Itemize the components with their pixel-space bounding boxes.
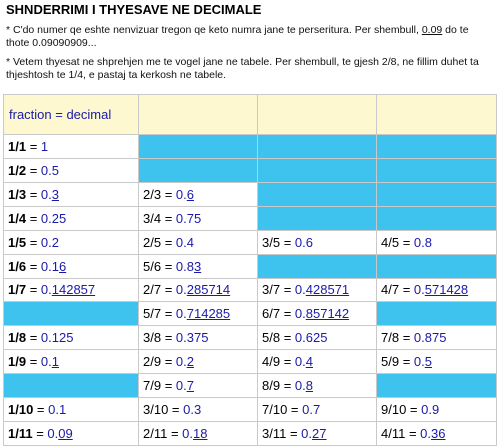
- decimal-value: 0.9: [421, 402, 440, 418]
- fraction-label: 3/10: [143, 402, 169, 418]
- decimal-value: 0.3: [183, 402, 202, 418]
- fraction-cell: [139, 302, 258, 326]
- fraction-decimal-table: [3, 94, 497, 446]
- fraction-label: 2/9: [143, 354, 162, 370]
- table-row: [4, 207, 497, 231]
- decimal-value: 0.285714: [175, 282, 231, 298]
- fraction-cell: [139, 350, 258, 374]
- fraction-cell: [377, 422, 497, 446]
- fraction-label: 5/8: [262, 330, 281, 346]
- equals-sign: =: [287, 402, 303, 418]
- decimal-value: 0.2: [40, 234, 59, 250]
- fraction-cell: [258, 279, 377, 303]
- decimal-value: 0.375: [175, 330, 209, 346]
- fraction-cell: [139, 207, 258, 231]
- equals-sign: =: [161, 354, 176, 370]
- fraction-label: 7/10: [262, 402, 288, 418]
- decimal-value: 0.857142: [294, 306, 350, 322]
- decimal-value: 1: [40, 138, 49, 154]
- fraction-cell: [4, 279, 139, 303]
- fraction-cell: [258, 326, 377, 350]
- equals-sign: =: [161, 330, 176, 346]
- table-row: [4, 231, 497, 255]
- equals-sign: =: [280, 282, 295, 298]
- equals-sign: =: [26, 138, 41, 154]
- equals-sign: =: [399, 330, 414, 346]
- decimal-value: 0.571428: [413, 282, 469, 298]
- fraction-label: 2/11: [143, 426, 168, 442]
- repeating-digits: 857142: [305, 306, 350, 322]
- fraction-cell: [4, 159, 139, 183]
- equals-sign: =: [26, 210, 41, 226]
- fraction-label: 1/7: [8, 282, 27, 298]
- repeating-digits: 285714: [186, 282, 231, 298]
- repeating-digits: 3: [51, 186, 59, 202]
- empty-cell: [4, 374, 139, 398]
- decimal-value: 0.83: [175, 258, 202, 274]
- fraction-cell: [139, 279, 258, 303]
- decimal-value: 0.25: [40, 210, 67, 226]
- decimal-value: 0.5: [40, 162, 59, 178]
- fraction-label: 1/1: [8, 138, 27, 154]
- fraction-cell: [4, 207, 139, 231]
- decimal-value: 0.6: [175, 186, 194, 202]
- fraction-label: 6/7: [262, 306, 281, 322]
- fraction-label: 4/5: [381, 234, 400, 250]
- fraction-label: 4/11: [381, 426, 406, 442]
- fraction-cell: [4, 422, 139, 446]
- fraction-label: 5/7: [143, 306, 162, 322]
- empty-cell: [258, 159, 377, 183]
- fraction-label: 4/7: [381, 282, 400, 298]
- repeating-digits: 18: [193, 426, 208, 442]
- table-row: [4, 302, 497, 326]
- fraction-label: 9/10: [381, 402, 407, 418]
- equals-sign: =: [167, 426, 183, 442]
- fraction-label: 3/8: [143, 330, 162, 346]
- fraction-label: 1/5: [8, 234, 27, 250]
- decimal-value: 0.428571: [294, 282, 350, 298]
- fraction-cell: [258, 302, 377, 326]
- fraction-cell: [4, 350, 139, 374]
- fraction-label: 1/8: [8, 330, 27, 346]
- fraction-cell: [377, 326, 497, 350]
- fraction-label: 4/9: [262, 354, 281, 370]
- decimal-value: 0.1: [48, 402, 67, 418]
- repeating-digits: 4: [305, 354, 313, 370]
- note-repeating-text: * C'do numer qe eshte nenvizuar tregon qe keto numra jane te perseritura. Per shembull,: [6, 24, 422, 36]
- fraction-label: 1/9: [8, 354, 27, 370]
- equals-sign: =: [33, 402, 49, 418]
- table-row: [4, 279, 497, 303]
- equals-sign: =: [286, 426, 302, 442]
- decimal-value: 0.8: [413, 234, 432, 250]
- table-row: [4, 135, 497, 159]
- decimal-value: 0.1: [40, 354, 59, 370]
- fraction-cell: [139, 183, 258, 207]
- equals-sign: =: [26, 258, 41, 274]
- table-row: [4, 374, 497, 398]
- empty-cell: [377, 159, 497, 183]
- decimal-value: 0.7: [175, 378, 194, 394]
- fraction-label: 1/4: [8, 210, 27, 226]
- fraction-cell: [4, 255, 139, 279]
- equals-sign: =: [161, 258, 176, 274]
- repeating-digits: 142857: [51, 282, 96, 298]
- empty-cell: [258, 207, 377, 231]
- equals-sign: =: [399, 354, 414, 370]
- header-cell-empty: [258, 95, 377, 135]
- fraction-label: 2/5: [143, 234, 162, 250]
- empty-cell: [377, 135, 497, 159]
- empty-cell: [258, 255, 377, 279]
- equals-sign: =: [280, 378, 295, 394]
- fraction-label: 8/9: [262, 378, 281, 394]
- decimal-value: 0.714285: [175, 306, 231, 322]
- repeating-digits: 428571: [305, 282, 350, 298]
- equals-sign: =: [26, 330, 41, 346]
- repeating-digits: 2: [186, 354, 194, 370]
- equals-sign: =: [26, 162, 41, 178]
- repeating-digits: 6: [186, 186, 194, 202]
- empty-cell: [258, 183, 377, 207]
- decimal-value: 0.7: [302, 402, 321, 418]
- fraction-cell: [258, 422, 377, 446]
- empty-cell: [4, 302, 139, 326]
- equals-sign: =: [32, 426, 48, 442]
- repeating-digits: 8: [305, 378, 313, 394]
- decimal-value: 0.36: [420, 426, 446, 442]
- equals-sign: =: [161, 378, 176, 394]
- fraction-cell: [139, 231, 258, 255]
- note-repeating: [6, 24, 492, 50]
- equals-sign: =: [168, 402, 184, 418]
- table-row: [4, 326, 497, 350]
- fraction-label: 5/9: [381, 354, 400, 370]
- repeating-digits: 571428: [424, 282, 469, 298]
- empty-cell: [139, 159, 258, 183]
- equals-sign: =: [26, 186, 41, 202]
- table-row: [4, 398, 497, 422]
- repeating-digits: 36: [431, 426, 446, 442]
- fraction-label: 7/8: [381, 330, 400, 346]
- table-row: [4, 350, 497, 374]
- equals-sign: =: [405, 426, 421, 442]
- fraction-cell: [4, 231, 139, 255]
- equals-sign: =: [280, 306, 295, 322]
- equals-sign: =: [406, 402, 422, 418]
- fraction-cell: [139, 326, 258, 350]
- fraction-cell: [139, 398, 258, 422]
- fraction-cell: [377, 231, 497, 255]
- decimal-value: 0.8: [294, 378, 313, 394]
- fraction-cell: [4, 183, 139, 207]
- empty-cell: [377, 255, 497, 279]
- fraction-label: 1/2: [8, 162, 27, 178]
- equals-sign: =: [26, 234, 41, 250]
- decimal-value: 0.2: [175, 354, 194, 370]
- header-cell-empty: [377, 95, 497, 135]
- equals-sign: =: [161, 186, 176, 202]
- fraction-cell: [258, 374, 377, 398]
- repeating-digits: 1: [51, 354, 59, 370]
- equals-sign: =: [280, 354, 295, 370]
- fraction-cell: [4, 398, 139, 422]
- decimal-value: 0.3: [40, 186, 59, 202]
- repeating-digits: 09: [58, 426, 73, 442]
- header-cell-empty: [139, 95, 258, 135]
- fraction-label: 1/6: [8, 258, 27, 274]
- note-repeating-tail: do te thote 0.09090909...: [6, 24, 469, 49]
- empty-cell: [139, 135, 258, 159]
- repeating-digits: 27: [312, 426, 327, 442]
- header-label: fraction = decimal: [4, 95, 139, 135]
- empty-cell: [377, 302, 497, 326]
- decimal-value: 0.6: [294, 234, 313, 250]
- decimal-value: 0.625: [294, 330, 328, 346]
- fraction-label: 5/6: [143, 258, 162, 274]
- decimal-value: 0.875: [413, 330, 447, 346]
- decimal-value: 0.18: [182, 426, 208, 442]
- table-row: [4, 159, 497, 183]
- decimal-value: 0.4: [175, 234, 194, 250]
- table-row: [4, 183, 497, 207]
- fraction-label: 3/5: [262, 234, 281, 250]
- decimal-value: 0.75: [175, 210, 202, 226]
- fraction-cell: [258, 231, 377, 255]
- decimal-value: 0.5: [413, 354, 432, 370]
- fraction-label: 1/10: [8, 402, 34, 418]
- repeating-digits: 5: [424, 354, 432, 370]
- fraction-label: 2/3: [143, 186, 162, 202]
- equals-sign: =: [161, 282, 176, 298]
- fraction-cell: [377, 350, 497, 374]
- decimal-value: 0.125: [40, 330, 74, 346]
- table-row: [4, 422, 497, 446]
- decimal-value: 0.09: [47, 426, 73, 442]
- empty-cell: [258, 135, 377, 159]
- decimal-value: 0.27: [301, 426, 327, 442]
- note-repeating-example: 0.09: [421, 24, 443, 36]
- equals-sign: =: [280, 330, 295, 346]
- header-row: [4, 95, 497, 135]
- page-title: SHNDERRIMI I THYESAVE NE DECIMALE: [6, 2, 262, 17]
- equals-sign: =: [280, 234, 295, 250]
- repeating-digits: 7: [186, 378, 194, 394]
- note-simplest-form: * Vetem thyesat ne shprehjen me te vogel jane ne tabele. Per shembull, te gjesh 2/8, ne fillim duhet ta thjeshtosh te 1/4, e pastaj ta kerkosh ne tabele.: [6, 56, 479, 81]
- repeating-digits: 714285: [186, 306, 231, 322]
- fraction-cell: [139, 255, 258, 279]
- fraction-label: 1/3: [8, 186, 27, 202]
- equals-sign: =: [399, 282, 414, 298]
- fraction-label: 3/11: [262, 426, 287, 442]
- equals-sign: =: [26, 282, 41, 298]
- decimal-value: 0.142857: [40, 282, 96, 298]
- equals-sign: =: [161, 234, 176, 250]
- equals-sign: =: [399, 234, 414, 250]
- equals-sign: =: [161, 210, 176, 226]
- fraction-cell: [377, 279, 497, 303]
- empty-cell: [377, 374, 497, 398]
- fraction-label: 7/9: [143, 378, 162, 394]
- fraction-label: 2/7: [143, 282, 162, 298]
- decimal-value: 0.16: [40, 258, 67, 274]
- fraction-cell: [4, 135, 139, 159]
- fraction-cell: [139, 422, 258, 446]
- fraction-cell: [258, 350, 377, 374]
- fraction-cell: [4, 326, 139, 350]
- table-row: [4, 255, 497, 279]
- fraction-label: 3/4: [143, 210, 162, 226]
- decimal-value: 0.4: [294, 354, 313, 370]
- fraction-label: 3/7: [262, 282, 281, 298]
- fraction-cell: [139, 374, 258, 398]
- empty-cell: [377, 207, 497, 231]
- fraction-cell: [377, 398, 497, 422]
- equals-sign: =: [26, 354, 41, 370]
- repeating-digits: 3: [193, 258, 202, 274]
- repeating-digits: 6: [58, 258, 67, 274]
- fraction-cell: [258, 398, 377, 422]
- empty-cell: [377, 183, 497, 207]
- equals-sign: =: [161, 306, 176, 322]
- fraction-label: 1/11: [8, 426, 33, 442]
